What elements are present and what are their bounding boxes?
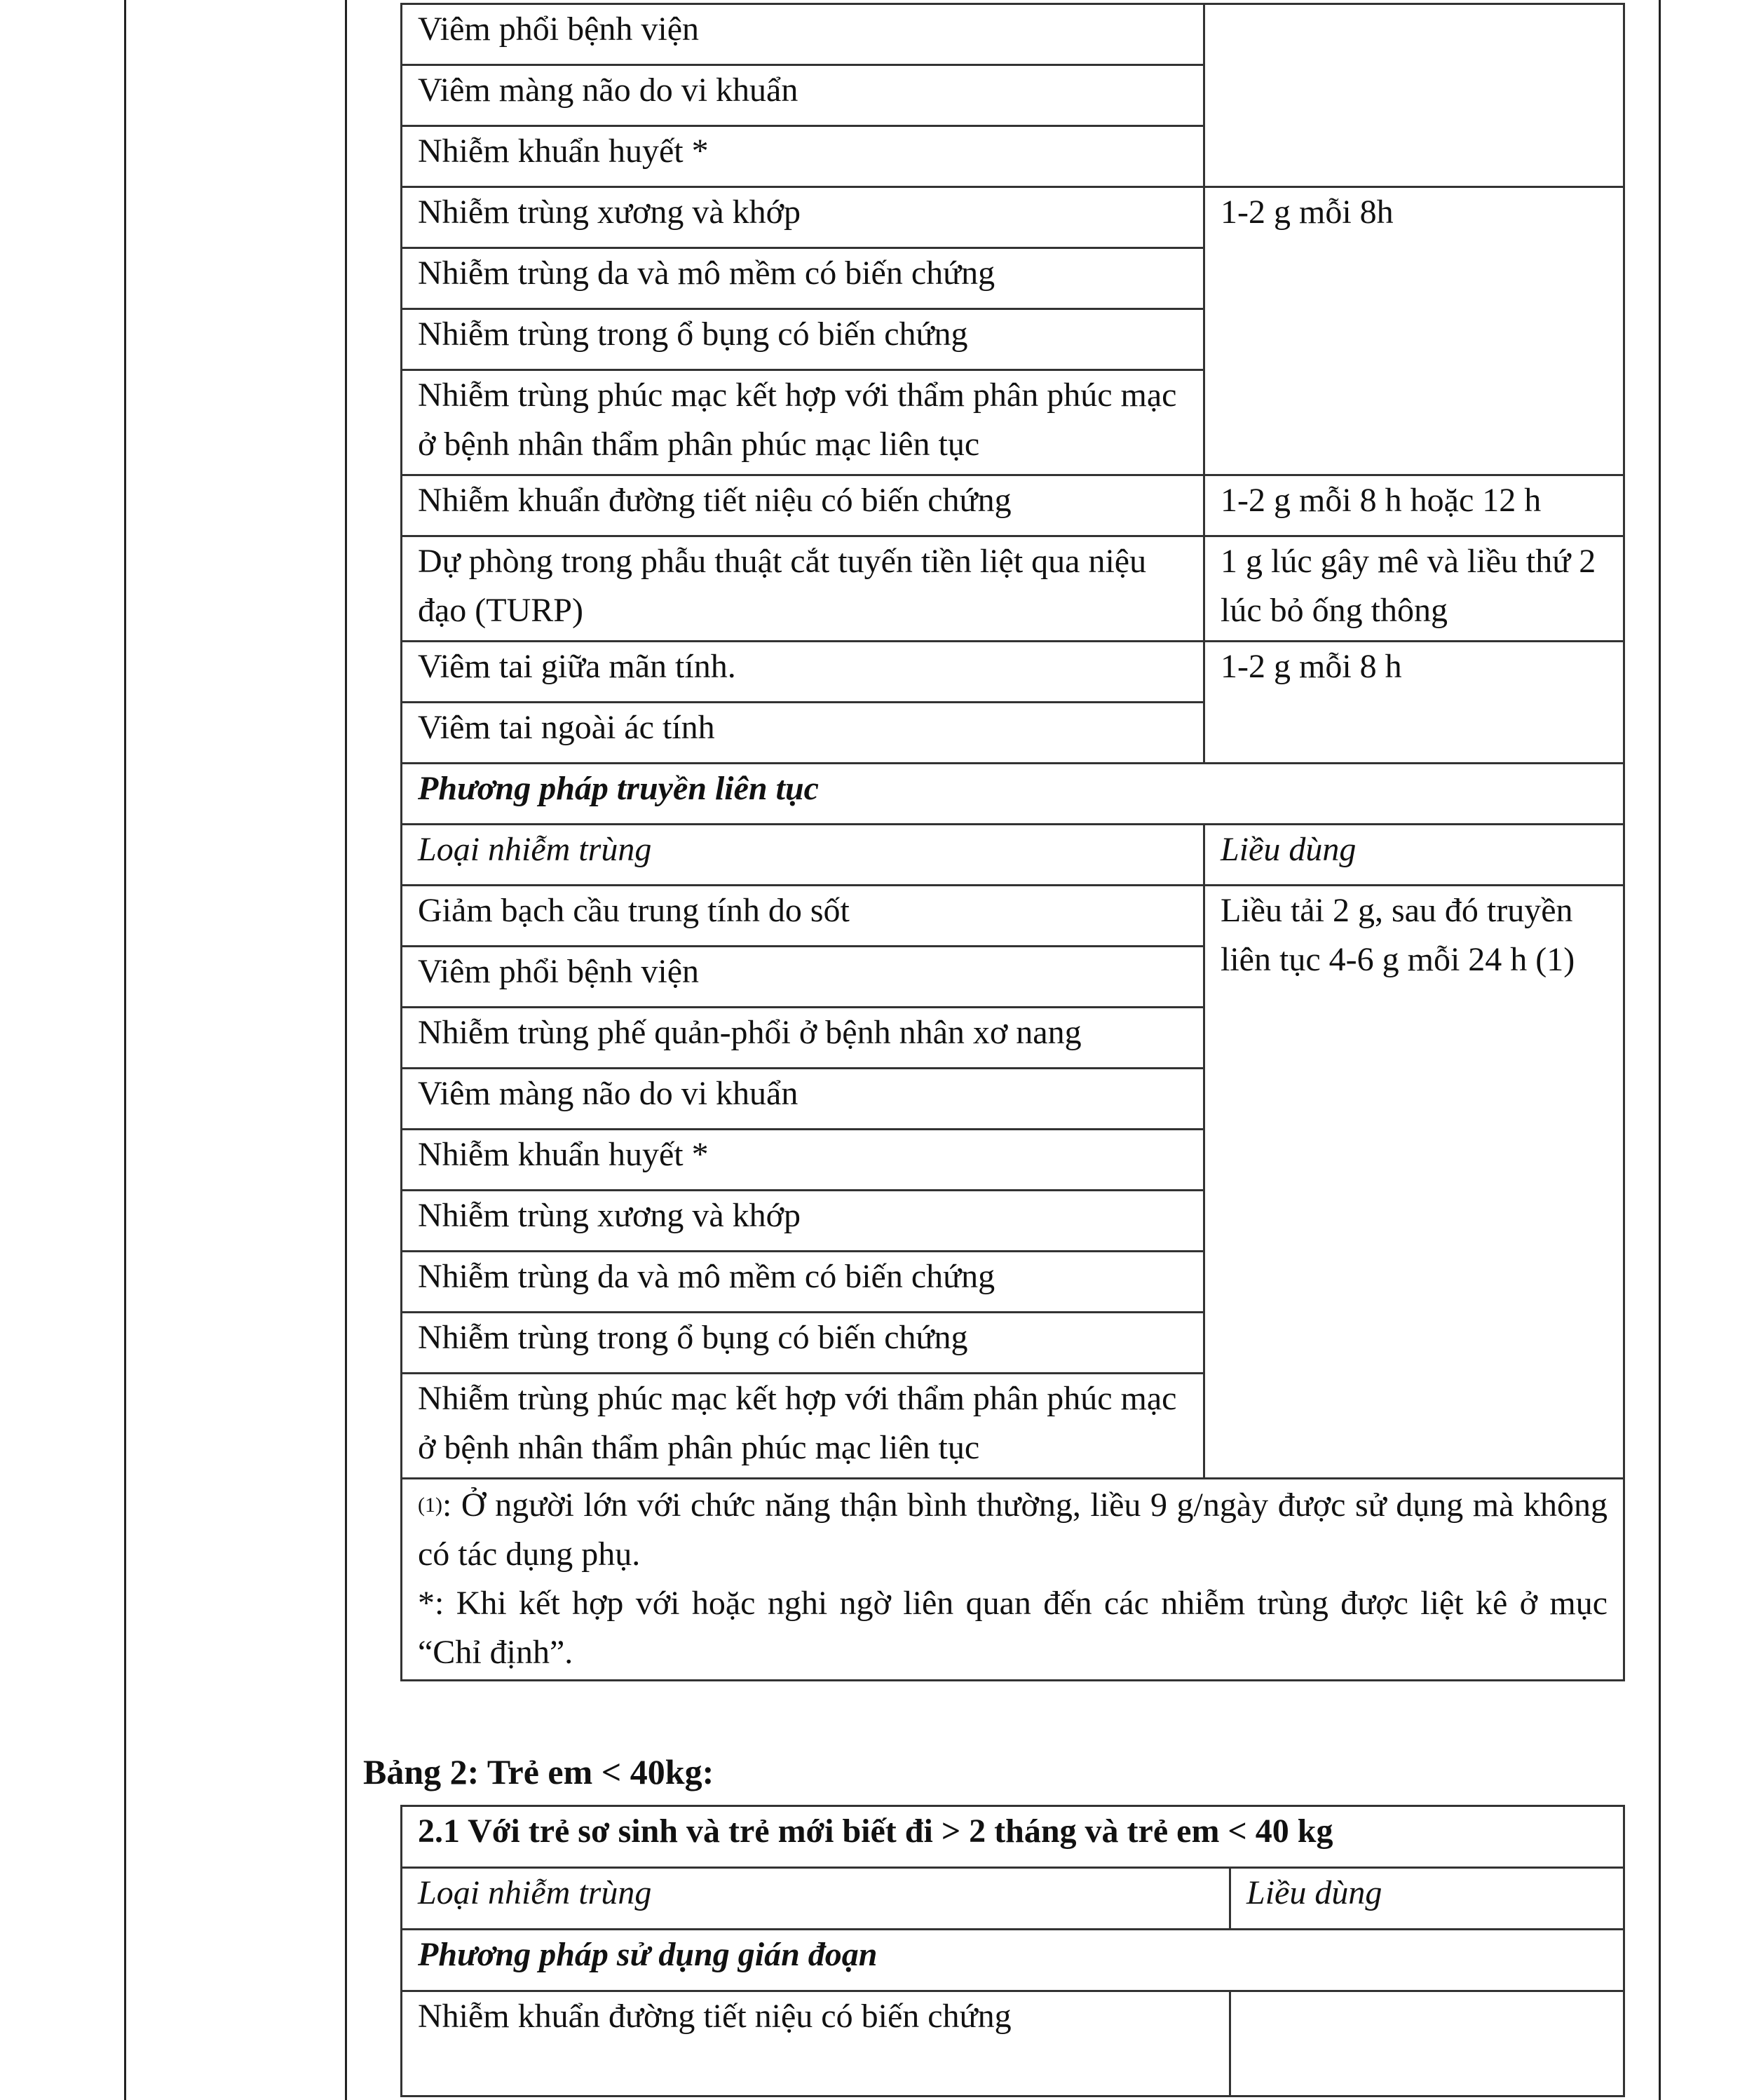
column-header-infection: Loại nhiễm trùng — [402, 1868, 1230, 1930]
infection-cell: Nhiễm trùng da và mô mềm có biến chứng — [402, 248, 1204, 309]
infection-cell: Nhiễm khuẩn đường tiết niệu có biến chứng — [402, 475, 1204, 536]
method-heading-row — [402, 1930, 1624, 1991]
dose-cell: 1-2 g mỗi 8 h hoặc 12 h — [1204, 475, 1624, 536]
table-row — [402, 886, 1624, 947]
dose-cell — [1204, 4, 1624, 187]
infection-cell: Giảm bạch cầu trung tính do sốt — [402, 886, 1204, 947]
column-header-dose: Liều dùng — [1204, 825, 1624, 886]
infection-cell: Viêm màng não do vi khuẩn — [402, 65, 1204, 126]
column-header-dose: Liều dùng — [1230, 1868, 1624, 1930]
footnote-row — [402, 1479, 1624, 1681]
section-heading: 2.1 Với trẻ sơ sinh và trẻ mới biết đi > 2 tháng và trẻ em < 40 kg — [402, 1806, 1624, 1868]
infection-cell: Nhiễm trùng da và mô mềm có biến chứng — [402, 1252, 1204, 1313]
table-row — [402, 536, 1624, 642]
outer-border-right — [1659, 0, 1661, 2100]
infection-cell: Viêm tai ngoài ác tính — [402, 703, 1204, 764]
section-heading-row — [402, 1806, 1624, 1868]
table2-title: Bảng 2: Trẻ em < 40kg: — [363, 1752, 714, 1791]
table-header-row — [402, 825, 1624, 886]
outer-border-left — [124, 0, 126, 2100]
column-divider — [345, 0, 347, 2100]
infection-cell: Nhiễm khuẩn huyết * — [402, 126, 1204, 187]
infection-cell: Nhiễm trùng xương và khớp — [402, 187, 1204, 248]
dose-cell: 1 g lúc gây mê và liều thứ 2 lúc bỏ ống thông — [1204, 536, 1624, 642]
infection-cell: Nhiễm trùng phúc mạc kết hợp với thẩm phân phúc mạc ở bệnh nhân thẩm phân phúc mạc liên tục — [402, 370, 1204, 475]
continuous-method-heading: Phương pháp truyền liên tục — [402, 764, 1624, 825]
infection-cell: Nhiễm trùng trong ổ bụng có biến chứng — [402, 309, 1204, 370]
dose-cell: 1-2 g mỗi 8 h — [1204, 642, 1624, 764]
infection-cell: Nhiễm trùng phúc mạc kết hợp với thẩm phân phúc mạc ở bệnh nhân thẩm phân phúc mạc liên tục — [402, 1374, 1204, 1479]
infection-cell: Nhiễm khuẩn đường tiết niệu có biến chứng — [402, 1991, 1230, 2096]
table-row — [402, 187, 1624, 248]
table-row — [402, 1991, 1624, 2096]
infection-cell: Viêm màng não do vi khuẩn — [402, 1069, 1204, 1130]
continuous-dose-cell: Liều tải 2 g, sau đó truyền liên tục 4-6 g mỗi 24 h (1) — [1204, 886, 1624, 1479]
infection-cell: Nhiễm trùng trong ổ bụng có biến chứng — [402, 1313, 1204, 1374]
infection-cell: Nhiễm trùng phế quản-phổi ở bệnh nhân xơ nang — [402, 1008, 1204, 1069]
footnote-1 — [418, 1481, 1608, 1579]
adult-dosage-table — [400, 3, 1625, 1681]
footnote-cell — [402, 1479, 1624, 1681]
dose-cell: 1-2 g mỗi 8h — [1204, 187, 1624, 475]
footnote-2: *: Khi kết hợp với hoặc nghi ngờ liên quan đến các nhiễm trùng được liệt kê ở mục “Chỉ định”. — [418, 1585, 1608, 1671]
children-dosage-table — [400, 1805, 1625, 2097]
table-row — [402, 764, 1624, 825]
footnote-1-text: : Ở người lớn với chức năng thận bình thường, liều 9 g/ngày được sử dụng mà không có tác dụng phụ. — [418, 1486, 1608, 1573]
infection-cell: Viêm phổi bệnh viện — [402, 4, 1204, 65]
table-row — [402, 4, 1624, 65]
infection-cell: Nhiễm trùng xương và khớp — [402, 1191, 1204, 1252]
infection-cell: Dự phòng trong phẫu thuật cắt tuyến tiền liệt qua niệu đạo (TURP) — [402, 536, 1204, 642]
table-header-row — [402, 1868, 1624, 1930]
column-header-infection: Loại nhiễm trùng — [402, 825, 1204, 886]
infection-cell: Nhiễm khuẩn huyết * — [402, 1130, 1204, 1191]
dose-cell — [1230, 1991, 1624, 2096]
infection-cell: Viêm tai giữa mãn tính. — [402, 642, 1204, 703]
intermittent-method-heading: Phương pháp sử dụng gián đoạn — [402, 1930, 1624, 1991]
footnote-marker: (1) — [418, 1493, 442, 1517]
table-row — [402, 475, 1624, 536]
infection-cell: Viêm phổi bệnh viện — [402, 947, 1204, 1008]
table-row — [402, 642, 1624, 703]
